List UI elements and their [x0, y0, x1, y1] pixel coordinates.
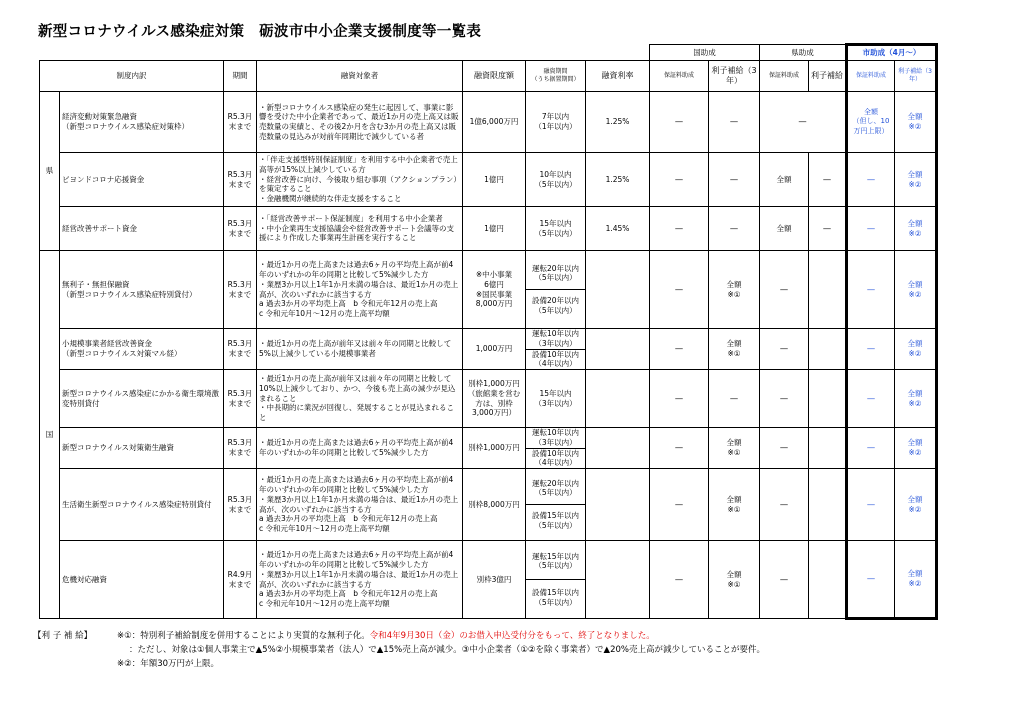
- nat-guarantee: ―: [650, 153, 709, 207]
- nat-interest: ―: [709, 92, 760, 153]
- program-period: R5.3月 末まで: [224, 251, 257, 329]
- pref-guarantee: ―: [760, 428, 809, 469]
- program-period: R4.9月 末まで: [224, 541, 257, 619]
- nat-interest: 全額 ※①: [709, 469, 760, 541]
- table-row: [40, 541, 937, 619]
- category-national: 国: [40, 251, 60, 619]
- program-period: R5.3月 末まで: [224, 207, 257, 251]
- program-period: R5.3月 末まで: [224, 329, 257, 370]
- program-target: ・最近1か月の売上高または過去6ヶ月の平均売上高が前4年のいずれかの年の同期と比較して5%減少した方 ・業歴3か月以上1年1か月未満の場合は、最近1か月の売上高が、次のいずれかに該当する方 a 過去3か月の平均売上高 b 令和元年12月の売上高 c 令和元年10月～12月の売上高平均額: [257, 541, 463, 619]
- nat-guarantee: ―: [650, 329, 709, 370]
- term-operating: 運転10年以内 （3年以内）: [531, 428, 580, 447]
- city-guarantee: ―: [847, 370, 895, 428]
- category-prefecture: 県: [40, 92, 60, 251]
- national-group-header: 国助成: [650, 45, 760, 61]
- header-city-guarantee: 保証料助成: [847, 61, 895, 92]
- nat-guarantee: ―: [650, 207, 709, 251]
- nat-guarantee: ―: [650, 92, 709, 153]
- nat-interest: ―: [709, 153, 760, 207]
- program-target: ・新型コロナウイルス感染症の発生に起因して、事業に影響を受けた中小企業者であって、最近1か月の売上高又は販売数量の実績と、その後2か月を含む3か月の売上高又は販売数量の見込みが対前年同期比で減少している者: [257, 92, 463, 153]
- table-row: [40, 329, 937, 370]
- program-limit: 1億6,000万円: [463, 92, 526, 153]
- header-period: 期間: [224, 61, 257, 92]
- program-target: ・最近1か月の売上高が前年又は前々年の同期と比較して10%以上減少しており、かつ、今後も売上高の減少が見込まれること ・中長期的に業況が回復し、発展することが見込まれること: [257, 370, 463, 428]
- note-1: ※①：特別利子補給制度を併用することにより実質的な無利子化。: [117, 631, 370, 641]
- table-row: [40, 428, 937, 469]
- city-guarantee: ―: [847, 153, 895, 207]
- pref-guarantee: 全額: [760, 207, 809, 251]
- nat-interest: 全額 ※①: [709, 428, 760, 469]
- city-guarantee: ―: [847, 428, 895, 469]
- note-1-condition: ：ただし、対象は①個人事業主で▲5%②小規模事業者（法人）で▲15%売上高が減少。③中小企業者（①②を除く事業者）で▲20%売上高が減少していることが要件。: [129, 645, 765, 655]
- program-target: ・最近1か月の売上高が前年又は前々年の同期と比較して5%以上減少している小規模事業者: [257, 329, 463, 370]
- program-period: R5.3月 末まで: [224, 469, 257, 541]
- header-program: 制度内訳: [40, 61, 224, 92]
- note-1-ended: 令和4年9月30日（金）のお借入申込受付分をもって、終了となりました。: [369, 631, 655, 641]
- city-interest: 全額 ※②: [895, 469, 937, 541]
- city-guarantee: ―: [847, 469, 895, 541]
- term-equipment: 設備10年以内 （4年以内）: [526, 349, 585, 370]
- program-rate: [586, 329, 650, 370]
- nat-interest: ―: [709, 207, 760, 251]
- program-limit: 1億円: [463, 153, 526, 207]
- term-equipment: 設備15年以内 （5年以内）: [526, 504, 585, 537]
- program-name: 無利子・無担保融資 （新型コロナウイルス感染症特別貸付）: [60, 251, 224, 329]
- program-rate: [586, 428, 650, 469]
- city-interest: 全額 ※②: [895, 251, 937, 329]
- program-term: [526, 329, 586, 370]
- pref-interest: [809, 428, 847, 469]
- pref-interest: [809, 251, 847, 329]
- program-period: R5.3月 末まで: [224, 428, 257, 469]
- program-name: 生活衛生新型コロナウイルス感染症特別貸付: [60, 469, 224, 541]
- pref-interest: ―: [809, 207, 847, 251]
- header-pref-interest: 利子補給: [809, 61, 847, 92]
- city-interest: 全額 ※②: [895, 153, 937, 207]
- nat-guarantee: ―: [650, 428, 709, 469]
- program-name: 小規模事業者経営改善資金 （新型コロナウイルス対策マル経）: [60, 329, 224, 370]
- city-guarantee: ―: [847, 541, 895, 619]
- program-name: 経済変動対策緊急融資 （新型コロナウイルス感染症対策枠）: [60, 92, 224, 153]
- nat-guarantee: ―: [650, 541, 709, 619]
- nat-interest: 全額 ※①: [709, 541, 760, 619]
- program-period: R5.3月 末まで: [224, 153, 257, 207]
- program-limit: 1,000万円: [463, 329, 526, 370]
- nat-guarantee: ―: [650, 469, 709, 541]
- program-rate: 1.25%: [586, 153, 650, 207]
- table-row: [40, 92, 937, 153]
- header-nat-guarantee: 保証料助成: [650, 61, 709, 92]
- program-term: [526, 251, 586, 329]
- header-target: 融資対象者: [257, 61, 463, 92]
- pref-guarantee: ―: [760, 541, 809, 619]
- program-limit: 別枠1,000万円 （旅館業を営む方は、別枠3,000万円）: [463, 370, 526, 428]
- table-row: [40, 469, 937, 541]
- nat-interest: ―: [709, 370, 760, 428]
- city-interest: 全額 ※②: [895, 329, 937, 370]
- city-guarantee: ―: [847, 251, 895, 329]
- support-table: [39, 43, 938, 620]
- program-target: ・最近1か月の売上高または過去6ヶ月の平均売上高が前4年のいずれかの年の同期と比較して5%減少した方: [257, 428, 463, 469]
- city-group-header: 市助成（4月～）: [847, 45, 937, 61]
- pref-interest: ―: [809, 153, 847, 207]
- nat-interest: 全額 ※①: [709, 329, 760, 370]
- header-city-interest: 利子補給（3年）: [895, 61, 937, 92]
- program-term: 15年以内 （5年以内）: [526, 207, 586, 251]
- program-name: ビヨンドコロナ応援資金: [60, 153, 224, 207]
- pref-guarantee: 全額: [760, 153, 809, 207]
- pref-guarantee: ―: [760, 251, 809, 329]
- pref-support: ―: [760, 92, 847, 153]
- city-interest: 全額 ※②: [895, 92, 937, 153]
- nat-guarantee: ―: [650, 370, 709, 428]
- city-guarantee: 全額 （但し、10万円上限）: [847, 92, 895, 153]
- program-rate: [586, 541, 650, 619]
- term-operating: 運転20年以内 （5年以内）: [531, 478, 580, 498]
- pref-interest: [809, 469, 847, 541]
- note-line-2: [63, 643, 765, 657]
- program-term: [526, 428, 586, 469]
- table-row: [40, 207, 937, 251]
- program-rate: 1.25%: [586, 92, 650, 153]
- term-equipment: 設備10年以内 （4年以内）: [526, 448, 585, 469]
- pref-guarantee: ―: [760, 329, 809, 370]
- program-term: 10年以内 （5年以内）: [526, 153, 586, 207]
- program-limit: 1億円: [463, 207, 526, 251]
- note-line-1: [33, 629, 765, 643]
- program-term: 7年以内 （1年以内）: [526, 92, 586, 153]
- program-rate: [586, 251, 650, 329]
- program-term: [526, 541, 586, 619]
- pref-guarantee: ―: [760, 469, 809, 541]
- program-rate: [586, 370, 650, 428]
- table-row: [40, 153, 937, 207]
- note-line-3: [63, 657, 765, 671]
- notes-section: [33, 629, 765, 671]
- term-operating: 運転10年以内 （3年以内）: [531, 329, 580, 348]
- nat-guarantee: ―: [650, 251, 709, 329]
- notes-label: 【利 子 補 給】: [33, 631, 93, 641]
- city-interest: 全額 ※②: [895, 207, 937, 251]
- header-pref-guarantee: 保証料助成: [760, 61, 809, 92]
- header-limit: 融資限度額: [463, 61, 526, 92]
- header-term-main: 融資期間: [543, 68, 568, 76]
- program-name: 新型コロナウイルス対策衛生融資: [60, 428, 224, 469]
- program-target: ・「伴走支援型特別保証制度」を利用する中小企業者で売上高等が15%以上減少している方 ・経営改善に向け、今後取り組む事項（アクションプラン）を策定すること ・金融機関が継続的な伴走支援をすること: [257, 153, 463, 207]
- nat-interest: 全額 ※①: [709, 251, 760, 329]
- pref-interest: [809, 329, 847, 370]
- note-2: ※②：年額30万円が上限。: [117, 659, 220, 669]
- program-limit: ※中小事業 6億円 ※国民事業 8,000万円: [463, 251, 526, 329]
- prefecture-group-header: 県助成: [760, 45, 847, 61]
- pref-guarantee: ―: [760, 370, 809, 428]
- program-period: R5.3月 末まで: [224, 92, 257, 153]
- term-operating: 運転15年以内 （5年以内）: [531, 551, 580, 571]
- program-target: ・最近1か月の売上高または過去6ヶ月の平均売上高が前4年のいずれかの年の同期と比較して5%減少した方 ・業歴3か月以上1年1か月未満の場合は、最近1か月の売上高が、次のいずれかに該当する方 a 過去3か月の平均売上高 b 令和元年12月の売上高 c 令和元年10月～12月の売上高平均額: [257, 469, 463, 541]
- program-rate: [586, 469, 650, 541]
- city-interest: 全額 ※②: [895, 541, 937, 619]
- program-limit: 別枠1,000万円: [463, 428, 526, 469]
- page-title: 新型コロナウイルス感染症対策 砺波市中小企業支援制度等一覧表: [38, 24, 482, 40]
- pref-interest: [809, 370, 847, 428]
- table-row: [40, 370, 937, 428]
- program-limit: 別枠8,000万円: [463, 469, 526, 541]
- program-name: 新型コロナウイルス感染症にかかる衛生環境激変特別貸付: [60, 370, 224, 428]
- term-operating: 運転20年以内 （5年以内）: [531, 263, 580, 283]
- program-name: 危機対応融資: [60, 541, 224, 619]
- term-equipment: 設備15年以内 （5年以内）: [526, 579, 585, 616]
- program-period: R5.3月 末まで: [224, 370, 257, 428]
- header-rate: 融資利率: [586, 61, 650, 92]
- header-term: [526, 61, 586, 92]
- city-interest: 全額 ※②: [895, 428, 937, 469]
- program-target: ・「経営改善サポート保証制度」を利用する中小企業者 ・中小企業再生支援協議会や経営改善サポート会議等の支援により作成した事業再生計画を実行すること: [257, 207, 463, 251]
- program-target: ・最近1か月の売上高または過去6ヶ月の平均売上高が前4年のいずれかの年の同期と比較して5%減少した方 ・業歴3か月以上1年1か月未満の場合は、最近1か月の売上高が、次のいずれかに該当する方 a 過去3か月の平均売上高 b 令和元年12月の売上高 c 令和元年10月～12月の売上高平均額: [257, 251, 463, 329]
- table-row: [40, 251, 937, 329]
- term-equipment: 設備20年以内 （5年以内）: [526, 289, 585, 322]
- city-interest: 全額 ※②: [895, 370, 937, 428]
- program-limit: 別枠3億円: [463, 541, 526, 619]
- program-term: 15年以内 （3年以内）: [526, 370, 586, 428]
- program-rate: 1.45%: [586, 207, 650, 251]
- city-guarantee: ―: [847, 207, 895, 251]
- city-guarantee: ―: [847, 329, 895, 370]
- program-term: [526, 469, 586, 541]
- header-term-sub: （うち据置期間）: [531, 76, 580, 83]
- header-nat-interest: 利子補給（3年）: [709, 61, 760, 92]
- program-name: 経営改善サポート資金: [60, 207, 224, 251]
- pref-interest: [809, 541, 847, 619]
